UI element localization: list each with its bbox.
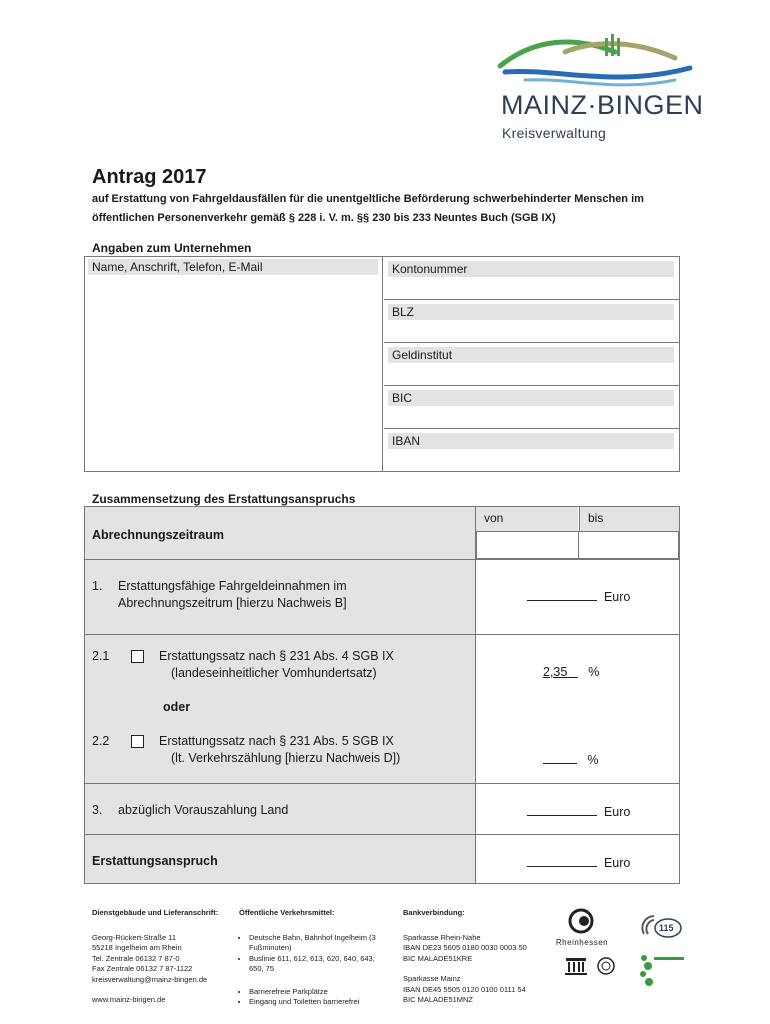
- claim-heading: Zusammensetzung des Erstattungsanspruchs: [92, 492, 356, 506]
- bank-line: Sparkasse Rhein-Nahe: [403, 932, 481, 942]
- transport-item: • Deutsche Bahn, Bahnhof Ingelheim (3 Fußminuten): [249, 933, 389, 954]
- euro-unit: Euro: [603, 805, 631, 819]
- item22-rate[interactable]: [543, 750, 599, 767]
- bank-institute-field[interactable]: [384, 343, 680, 386]
- bank-heading: Bankverbindung:: [403, 908, 465, 917]
- claim-table: [84, 506, 680, 884]
- account-number-label: Kontonummer: [388, 261, 674, 277]
- rate-value: 2,35: [543, 665, 568, 679]
- item21-number: 2.1: [92, 649, 110, 663]
- fax-line: Fax Zentrale 06132 7 87-1122: [92, 964, 193, 973]
- accessibility-item: • Eingang und Toiletten barrierefrei: [249, 997, 389, 1008]
- item22-line1: Erstattungssatz nach § 231 Abs. 5 SGB IX: [159, 734, 394, 748]
- von-header: von: [476, 507, 578, 531]
- email-link[interactable]: kreisverwaltung@mainz-bingen.de: [92, 974, 208, 984]
- company-box: [84, 256, 680, 472]
- transport-heading: Öffentliche Verkehrsmittel:: [239, 908, 335, 917]
- address-heading: Dienstgebäude und Lieferanschrift:: [92, 908, 219, 917]
- page-subtitle: auf Erstattung von Fahrgeldausfällen für die unentgeltliche Beförderung schwerbehinderter Menschen im öffentlichen Personenverkehr gemäß § 228 i. V. m. §§ 230 bis 233 Neuntes Buch (SGB IX): [92, 193, 644, 224]
- footer-transport: [239, 908, 389, 1008]
- bank-line: IBAN DE23 5605 0180 0030 0003 50: [403, 943, 527, 952]
- accessibility-item: • Barrierefreie Parkplätze: [249, 987, 389, 998]
- tree-icon: [638, 952, 688, 992]
- website-link[interactable]: www.mainz-bingen.de: [92, 995, 166, 1004]
- von-input[interactable]: [476, 531, 579, 559]
- bis-header: bis: [579, 507, 679, 531]
- percent-unit: %: [588, 665, 600, 679]
- item1-amount[interactable]: [527, 587, 630, 604]
- footer-address: [92, 908, 232, 1006]
- name-address-input[interactable]: [87, 277, 379, 469]
- page-title: Antrag 2017: [92, 166, 207, 188]
- iban-field[interactable]: [384, 429, 680, 471]
- account-number-field[interactable]: [384, 257, 680, 300]
- item3-text: abzüglich Vorauszahlung Land: [118, 803, 289, 817]
- item1-line1: Erstattungsfähige Fahrgeldeinnahmen im: [118, 579, 347, 593]
- name-address-label: Name, Anschrift, Telefon, E-Mail: [88, 259, 378, 275]
- service-115-logo: [640, 912, 684, 944]
- phone-line: Tel. Zentrale 06132 7 87-0: [92, 953, 180, 963]
- family-friendly-badge: [638, 952, 688, 996]
- item22-line2: (lt. Verkehrszählung [hierzu Nachweis D]): [171, 751, 401, 765]
- item3-amount[interactable]: [527, 802, 630, 819]
- address-line: Georg-Rückert-Straße 11: [92, 932, 177, 942]
- item21-line1: Erstattungssatz nach § 231 Abs. 4 SGB IX: [159, 649, 394, 663]
- item1-number: 1.: [92, 579, 103, 593]
- item21-rate: [543, 665, 599, 679]
- mainz-bingen-logo: [495, 28, 705, 143]
- bic-field[interactable]: [384, 386, 680, 429]
- certification-badges: [562, 954, 622, 986]
- item22-checkbox[interactable]: [131, 735, 144, 748]
- item3-number: 3.: [92, 803, 103, 817]
- item21-line2: (landeseinheitlicher Vomhundertsatz): [171, 666, 377, 680]
- bank-institute-label: Geldinstitut: [388, 347, 674, 363]
- footer-bank: [403, 908, 548, 1006]
- total-amount[interactable]: [527, 853, 630, 870]
- service-115-label: 115: [659, 923, 674, 933]
- bic-label: BIC: [388, 390, 674, 406]
- bank-line: IBAN DE45 5505 0120 0100 0111 54: [403, 984, 526, 994]
- bis-input[interactable]: [578, 531, 679, 559]
- item22-number: 2.2: [92, 734, 110, 748]
- rheinhessen-logo: [547, 908, 617, 948]
- bank-line: Sparkasse Mainz: [403, 974, 461, 983]
- or-label: oder: [163, 700, 191, 714]
- euro-unit: Euro: [603, 590, 631, 604]
- landscape-logo-icon: [495, 28, 705, 98]
- transport-item: • Buslinie 611, 612, 613, 620, 640, 643, 650, 75: [249, 954, 389, 975]
- iban-label: IBAN: [388, 433, 674, 449]
- company-heading: Angaben zum Unternehmen: [92, 241, 252, 255]
- item21-checkbox[interactable]: [131, 650, 144, 663]
- blz-label: BLZ: [388, 304, 674, 320]
- address-line: 55218 Ingelheim am Rhein: [92, 943, 182, 952]
- total-label: Erstattungsanspruch: [92, 854, 218, 868]
- blz-field[interactable]: [384, 300, 680, 343]
- logo-subtitle: Kreisverwaltung: [502, 125, 607, 141]
- euro-unit: Euro: [603, 856, 631, 870]
- item1-line2: Abrechnungszeitrum [hierzu Nachweis B]: [118, 596, 347, 610]
- bank-line: BIC MALADE51MNZ: [403, 995, 474, 1004]
- percent-unit: %: [587, 753, 599, 767]
- rheinhessen-label: Rheinhessen: [555, 937, 609, 947]
- rheinhessen-icon: [567, 908, 597, 934]
- logo-title: MAINZ·BINGEN: [501, 90, 704, 120]
- period-label: Abrechnungszeitraum: [92, 528, 224, 542]
- certificate-icon: [562, 954, 622, 982]
- bank-line: BIC MALADE51KRE: [403, 953, 473, 963]
